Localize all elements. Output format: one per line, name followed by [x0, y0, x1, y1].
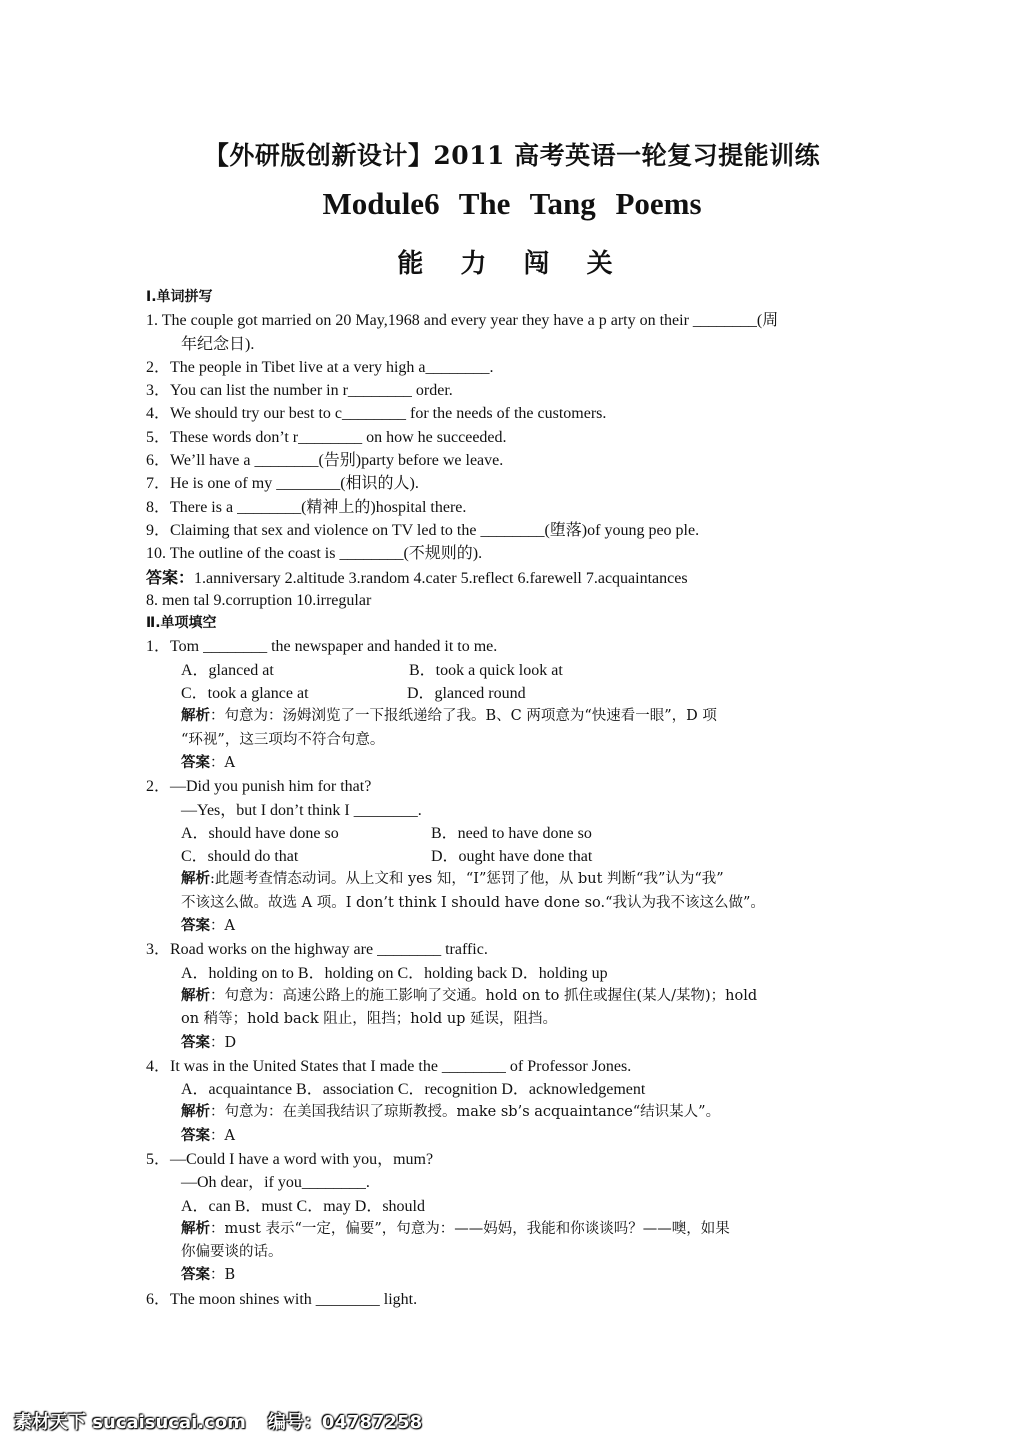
question-line: 8．There is a ________(精神上的)hospital there.: [146, 498, 467, 516]
option-c: C．should do that: [181, 848, 299, 866]
question-line: 10. The outline of the coast is ________(不规则的).: [146, 545, 483, 563]
analysis-line: [146, 1101, 886, 1124]
options-line: [146, 682, 886, 705]
answer-value: ：A: [210, 754, 235, 771]
question-line: 5．These words don’t r________ on how he succeeded.: [146, 428, 507, 446]
option-c: C．took a glance at: [181, 685, 309, 703]
analysis-line: [146, 705, 886, 728]
option-b: B．took a quick look at: [409, 661, 563, 679]
options-line: [146, 845, 886, 868]
question-stem: —Yes，but I don’t think I ________.: [181, 801, 422, 819]
answer-value: ：A: [210, 918, 235, 935]
answer-label: 答案: [181, 754, 210, 771]
analysis-label: 解析: [181, 708, 210, 725]
option-a: A．should have done so: [181, 824, 339, 842]
analysis-line: 你偏要谈的话。: [181, 1244, 283, 1261]
question-stem: 3．Road works on the highway are ________ traffic.: [146, 941, 488, 959]
analysis-label: 解析: [181, 1104, 210, 1121]
analysis-text: ：句意为：汤姆浏览了一下报纸递给了我。B、C 两项意为“快速看一眼”，D 项: [210, 708, 717, 725]
analysis-line: “环视”，这三项均不符合句意。: [181, 731, 385, 748]
answer-key-line: 8. men tal 9.corruption 10.irregular: [146, 591, 372, 609]
analysis-line: [146, 985, 886, 1008]
question-stem: 1．Tom ________ the newspaper and handed it to me.: [146, 638, 498, 656]
options-line: [146, 822, 886, 845]
section2-heading: Ⅱ.单项填空: [146, 615, 217, 632]
answer-key-line: [146, 566, 886, 589]
watermark-site: 素材天下 sucaisucai.com: [14, 1412, 246, 1433]
question-stem: 5．—Could I have a word with you，mum?: [146, 1150, 434, 1168]
answer-line: [146, 752, 886, 775]
answer-line: [146, 1032, 886, 1055]
options-line: A．acquaintance B．association C．recognition D．acknowledgement: [181, 1081, 646, 1099]
answer-key-text: 1.anniversary 2.altitude 3.random 4.cater 5.reflect 6.farewell 7.acquaintances: [194, 569, 688, 587]
question-stem: 4．It was in the United States that I made the ________ of Professor Jones.: [146, 1057, 632, 1075]
section-subtitle: 能 力 闯 关: [397, 249, 627, 279]
analysis-line: [146, 868, 886, 891]
question-line: 4．We should try our best to c________ for the needs of the customers.: [146, 405, 607, 423]
question-line: 年纪念日).: [181, 335, 255, 353]
answer-label: 答案: [181, 1267, 210, 1284]
answer-line: [146, 1264, 886, 1287]
options-line: A．holding on to B．holding on C．holding back D．holding up: [181, 964, 608, 982]
watermark-id: 编号：04787258: [267, 1412, 423, 1433]
module-title: Module6 The Tang Poems: [322, 186, 702, 221]
options-line: A．can B．must C．may D．should: [181, 1197, 425, 1215]
question-stem: 2．—Did you punish him for that?: [146, 778, 372, 796]
answer-label: 答案：: [146, 567, 195, 587]
answer-label: 答案: [181, 1127, 210, 1144]
answer-label: 答案: [181, 1034, 210, 1051]
analysis-line: 不该这么做。故选 A 项。I don’t think I should have done so.“我认为我不该这么做”。: [181, 894, 765, 911]
option-d: D．ought have done that: [431, 848, 593, 866]
analysis-text: ：must 表示“一定，偏要”，句意为：——妈妈，我能和你谈谈吗？——噢，如果: [210, 1220, 730, 1237]
options-line: [146, 659, 886, 682]
analysis-text: ：句意为：在美国我结识了琼斯教授。make sb’s acquaintance“结识某人”。: [210, 1104, 721, 1121]
analysis-line: [146, 1218, 886, 1241]
answer-value: ：A: [210, 1127, 235, 1144]
question-stem: 6．The moon shines with ________ light.: [146, 1290, 418, 1308]
option-d: D．glanced round: [407, 685, 526, 703]
answer-line: [146, 915, 886, 938]
analysis-label: 解析: [181, 1220, 210, 1237]
question-line: 9．Claiming that sex and violence on TV led to the ________(堕落)of young peo ple.: [146, 521, 700, 539]
option-b: B．need to have done so: [431, 824, 592, 842]
exercise-content: [146, 286, 886, 1311]
analysis-text: :此题考查情态动词。从上文和 yes 知，“I”惩罚了他，从 but 判断“我”认为“我”: [210, 871, 724, 888]
question-line: 1. The couple got married on 20 May,1968 and every year they have a p arty on their ________(周: [146, 312, 779, 330]
question-line: 3．You can list the number in r________ order.: [146, 382, 453, 400]
analysis-label: 解析: [181, 987, 210, 1004]
answer-value: ：B: [210, 1267, 236, 1284]
answer-value: ：D: [210, 1034, 237, 1051]
answer-line: [146, 1125, 886, 1148]
option-a: A．glanced at: [181, 661, 274, 679]
section1-heading: Ⅰ.单词拼写: [146, 289, 213, 305]
question-line: 2．The people in Tibet live at a very high a________.: [146, 358, 494, 376]
watermark: [14, 1408, 444, 1434]
question-line: 6．We’ll have a ________(告别)party before we leave.: [146, 452, 504, 470]
question-line: 7．He is one of my ________(相识的人).: [146, 475, 419, 493]
analysis-label: 解析: [181, 871, 210, 888]
document-title: 【外研版创新设计】2011 高考英语一轮复习提能训练: [203, 141, 821, 170]
question-stem: —Oh dear，if you________.: [181, 1174, 370, 1192]
analysis-text: ：句意为：高速公路上的施工影响了交通。hold on to 抓住或握住(某人/某物)；hold: [210, 987, 758, 1004]
analysis-line: on 稍等；hold back 阻止，阻挡；hold up 延误，阻挡。: [181, 1011, 558, 1028]
answer-label: 答案: [181, 918, 210, 935]
